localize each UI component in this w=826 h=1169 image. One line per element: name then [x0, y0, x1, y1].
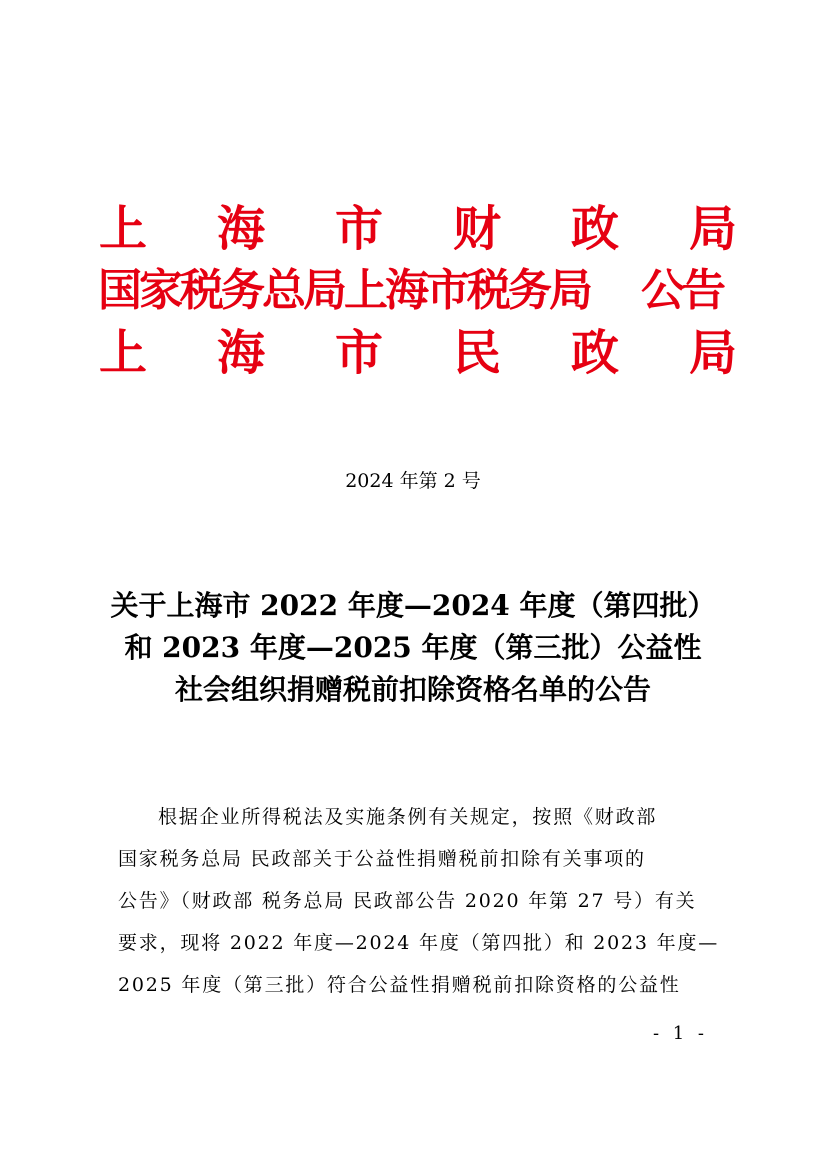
body-paragraph: [118, 796, 720, 1006]
issuer-shanghai-tax-bureau: 国家税务总局上海市税务局: [98, 265, 590, 316]
issuer-char: 民: [452, 325, 501, 381]
body-line: 要求，现将 2022 年度—2024 年度（第四批）和 2023 年度—: [118, 932, 720, 954]
title-line: 关于上海市 2022 年度—2024 年度（第四批）: [110, 589, 716, 622]
announcement-label: 公告: [641, 265, 723, 316]
issuer-char: 上: [98, 201, 147, 257]
issuer-char: 局: [688, 201, 737, 257]
document-number: 2024 年第 2 号: [345, 470, 481, 492]
document-title: [60, 585, 766, 711]
issuer-char: 政: [570, 201, 619, 257]
issuer-shanghai-civil-affairs-bureau: [98, 322, 738, 384]
page-number: - 1 -: [652, 1023, 708, 1044]
issuer-char: 市: [334, 201, 383, 257]
body-line: 公告》（财政部 税务总局 民政部公告 2020 年第 27 号）有关: [118, 890, 697, 912]
issuer-char: 上: [98, 325, 147, 381]
issuer-char: 海: [216, 201, 265, 257]
body-line: 2025 年度（第三批）符合公益性捐赠税前扣除资格的公益性: [118, 974, 681, 996]
body-line: 国家税务总局 民政部关于公益性捐赠税前扣除有关事项的: [118, 848, 646, 870]
issuer-char: 市: [334, 325, 383, 381]
issuer-shanghai-finance-bureau: [98, 198, 738, 260]
issuer-char: 海: [216, 325, 265, 381]
issuer-char: 政: [570, 325, 619, 381]
title-line: 社会组织捐赠税前扣除资格名单的公告: [174, 673, 651, 706]
issuer-char: 财: [452, 201, 501, 257]
issuer-char: 局: [688, 325, 737, 381]
body-line: 根据企业所得税法及实施条例有关规定，按照《财政部: [158, 806, 658, 828]
title-line: 和 2023 年度—2025 年度（第三批）公益性: [124, 631, 702, 664]
